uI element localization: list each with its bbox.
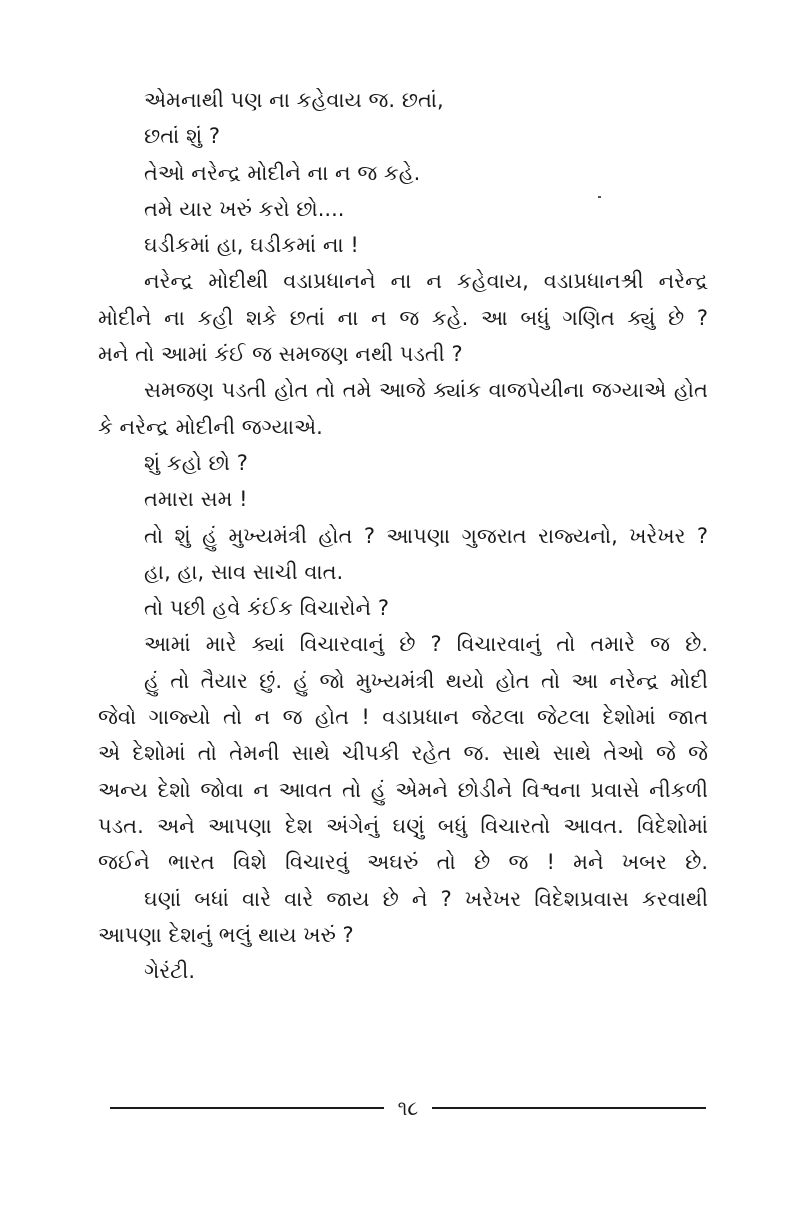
text-line: તમારા સમ !: [144, 487, 248, 512]
text-line: હા, હા, સાવ સાચી વાત.: [144, 559, 344, 584]
text-line: નરેન્દ્ર મોદીથી વડાપ્રધાનને ના ન કહેવાય, વડાપ્રધાનશ્રી નરેન્દ્ર: [144, 269, 708, 294]
text-line: એમનાથી પણ ના કહેવાય જ. છતાં,: [144, 88, 444, 112]
text-line: ગેરંટી.: [144, 959, 196, 984]
text-line: કે નરેન્દ્ર મોદીની જગ્યાએ.: [98, 414, 323, 439]
text-line: તો શું હું મુખ્યમંત્રી હોત ? આપણા ગુજરાત રાજ્યનો, ખરેખર ?: [144, 523, 708, 548]
page-number: ૧૮: [397, 1096, 419, 1120]
text-line: ઘડીકમાં હા, ઘડીકમાં ના !: [144, 233, 359, 258]
text-line: અન્ય દેશો જોવા ન આવત તો હું એમને છોડીને વિશ્વના પ્રવાસે નીકળી: [98, 777, 708, 802]
text-line: જેવો ગાજ્યો તો ન જ હોત ! વડાપ્રધાન જેટલા જેટલા દેશોમાં જાત: [98, 705, 708, 730]
text-line: હું તો તૈયાર છું. હું જો મુખ્યમંત્રી થયો હોત તો આ નરેન્દ્ર મોદી: [144, 668, 708, 693]
text-line: આપણા દેશનું ભલું થાય ખરું ?: [98, 922, 354, 947]
text-line: સમજણ પડતી હોત તો તમે આજે ક્યાંક વાજપેયીના જગ્યાએ હોત: [144, 378, 708, 403]
text-line: મોદીને ના કહી શકે છતાં ના ન જ કહે. આ બધું ગણિત ક્યું છે ?: [98, 305, 708, 330]
page-footer: [110, 1093, 706, 1123]
footer-rule-right: [432, 1107, 706, 1109]
footer-rule-left: [110, 1107, 384, 1109]
text-line: એ દેશોમાં તો તેમની સાથે ચીપકી રહેત જ. સાથે સાથે તેઓ જે જે: [98, 741, 708, 766]
text-line: છતાં શું ?: [144, 124, 220, 149]
text-line: તો પછી હવે કંઈક વિચારોને ?: [144, 596, 389, 621]
text-line: મને તો આમાં કંઈ જ સમજણ નથી પડતી ?: [98, 342, 463, 367]
text-line: ઘણાં બધાં વારે વારે જાય છે ને ? ખરેખર વિદેશપ્રવાસ કરવાથી: [144, 886, 708, 911]
text-line: પડત. અને આપણા દેશ અંગેનું ઘણું બધું વિચારતો આવત. વિદેશોમાં: [98, 813, 708, 838]
body-text: [98, 82, 708, 989]
text-line: આમાં મારે ક્યાં વિચારવાનું છે ? વિચારવાનું તો તમારે જ છે.: [144, 632, 708, 657]
text-line: જઈને ભારત વિશે વિચારવું અઘરું તો છે જ ! મને ખબર છે.: [98, 850, 708, 875]
ink-speck: [598, 196, 601, 198]
text-line: તમે યાર ખરું કરો છો....: [144, 196, 345, 221]
text-line: તેઓ નરેન્દ્ર મોદીને ના ન જ કહે.: [144, 160, 421, 185]
text-line: શું કહો છો ?: [144, 450, 248, 475]
